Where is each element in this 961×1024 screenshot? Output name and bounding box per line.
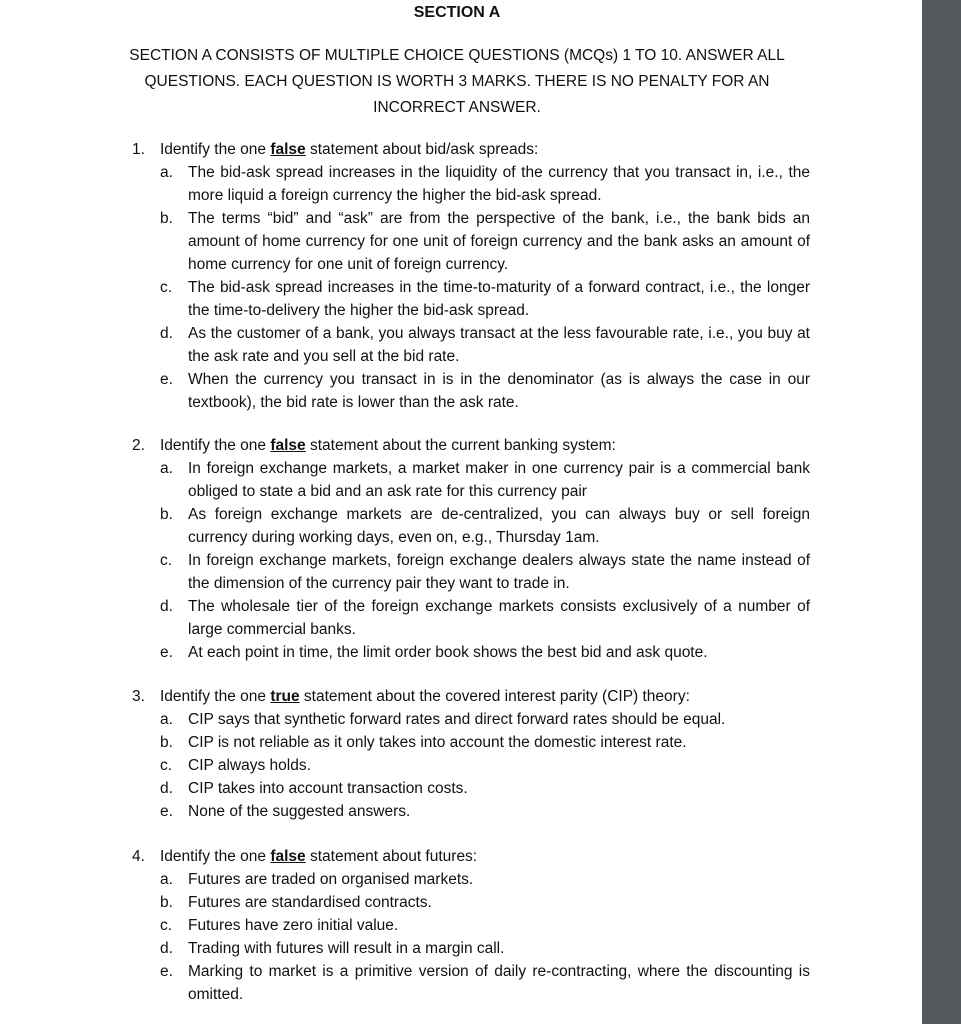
option-letter: a.	[160, 460, 173, 477]
option-letter: c.	[160, 552, 173, 569]
option-text: The bid-ask spread increases in the time-to-maturity of a forward contract, i.e., the longer the time-to-delivery the higher the bid-ask spread.	[188, 279, 810, 319]
option-d	[160, 937, 810, 960]
question-keyword: false	[270, 437, 306, 454]
option-c	[160, 276, 810, 322]
option-text: When the currency you transact in is in the denominator (as is always the case in our textbook), the bid rate is lower than the ask rate.	[188, 371, 810, 411]
instructions-line: SECTION A CONSISTS OF MULTIPLE CHOICE QUESTIONS (MCQs) 1 TO 10. ANSWER ALL	[129, 47, 785, 64]
question-number: 2.	[132, 437, 145, 454]
option-text: CIP takes into account transaction costs.	[188, 780, 468, 797]
option-c	[160, 754, 810, 777]
instructions-line: INCORRECT ANSWER.	[373, 99, 541, 116]
question-keyword: true	[270, 688, 300, 705]
option-text: CIP is not reliable as it only takes into account the domestic interest rate.	[188, 734, 687, 751]
option-text: In foreign exchange markets, a market maker in one currency pair is a commercial bank obliged to state a bid and an ask rate for this currency pair	[188, 460, 810, 500]
option-b	[160, 503, 810, 549]
option-b	[160, 891, 810, 914]
question-stem: 2. Identify the one false statement about the current banking system:	[132, 434, 616, 457]
option-d	[160, 595, 810, 641]
instructions-line: QUESTIONS. EACH QUESTION IS WORTH 3 MARKS. THERE IS NO PENALTY FOR AN	[144, 73, 770, 90]
question-keyword: false	[270, 141, 306, 158]
option-letter: e.	[160, 803, 173, 820]
option-text: In foreign exchange markets, foreign exchange dealers always state the name instead of the dimension of the currency pair they want to trade in.	[188, 552, 810, 592]
question-number: 3.	[132, 688, 145, 705]
option-text: The terms “bid” and “ask” are from the perspective of the bank, i.e., the bank bids an amount of home currency for one unit of foreign currency and the bank asks an amount of home currency for one unit of foreign currency.	[188, 210, 810, 273]
option-d	[160, 777, 810, 800]
option-letter: d.	[160, 598, 173, 615]
option-letter: a.	[160, 871, 173, 888]
option-text: As foreign exchange markets are de-centralized, you can always buy or sell foreign currency during working days, even on, e.g., Thursday 1am.	[188, 506, 810, 546]
option-text: Futures are standardised contracts.	[188, 894, 432, 911]
option-text: CIP always holds.	[188, 757, 311, 774]
option-text: CIP says that synthetic forward rates and direct forward rates should be equal.	[188, 711, 726, 728]
option-text: Futures have zero initial value.	[188, 917, 399, 934]
question-stem: 4. Identify the one false statement about futures:	[132, 845, 477, 868]
option-letter: c.	[160, 917, 173, 934]
option-letter: d.	[160, 780, 173, 797]
option-text: None of the suggested answers.	[188, 803, 411, 820]
option-letter: b.	[160, 894, 173, 911]
option-letter: b.	[160, 210, 173, 227]
option-a	[160, 457, 810, 503]
option-letter: d.	[160, 325, 173, 342]
option-text: The bid-ask spread increases in the liquidity of the currency that you transact in, i.e., the more liquid a foreign currency the higher the bid-ask spread.	[188, 164, 810, 204]
option-letter: b.	[160, 506, 173, 523]
question-number: 1.	[132, 141, 145, 158]
option-text: At each point in time, the limit order book shows the best bid and ask quote.	[188, 644, 708, 661]
section-title: SECTION A	[413, 4, 501, 21]
option-text: As the customer of a bank, you always transact at the less favourable rate, i.e., you buy at the ask rate and you sell at the bid rate.	[188, 325, 810, 365]
option-letter: c.	[160, 279, 173, 296]
question-number: 4.	[132, 848, 145, 865]
option-b	[160, 731, 810, 754]
option-letter: e.	[160, 371, 173, 388]
option-d	[160, 322, 810, 368]
option-letter: a.	[160, 711, 173, 728]
option-letter: e.	[160, 644, 173, 661]
option-letter: d.	[160, 940, 173, 957]
option-a	[160, 868, 810, 891]
option-a	[160, 708, 810, 731]
option-c	[160, 549, 810, 595]
option-e	[160, 368, 810, 414]
option-text: Marking to market is a primitive version of daily re-contracting, where the discounting is omitted.	[188, 963, 810, 1003]
section-instructions	[0, 43, 914, 121]
option-e	[160, 960, 810, 1006]
option-e	[160, 641, 810, 664]
option-b	[160, 207, 810, 276]
option-e	[160, 800, 810, 823]
vertical-scrollbar[interactable]	[922, 0, 961, 1024]
option-c	[160, 914, 810, 937]
question-keyword: false	[270, 848, 306, 865]
option-letter: e.	[160, 963, 173, 980]
option-letter: c.	[160, 757, 173, 774]
option-text: The wholesale tier of the foreign exchange markets consists exclusively of a number of large commercial banks.	[188, 598, 810, 638]
question-stem: 1. Identify the one false statement about bid/ask spreads:	[132, 138, 538, 161]
option-text: Trading with futures will result in a margin call.	[188, 940, 505, 957]
option-letter: b.	[160, 734, 173, 751]
option-text: Futures are traded on organised markets.	[188, 871, 474, 888]
option-a	[160, 161, 810, 207]
question-stem: 3. Identify the one true statement about the covered interest parity (CIP) theory:	[132, 685, 690, 708]
option-letter: a.	[160, 164, 173, 181]
